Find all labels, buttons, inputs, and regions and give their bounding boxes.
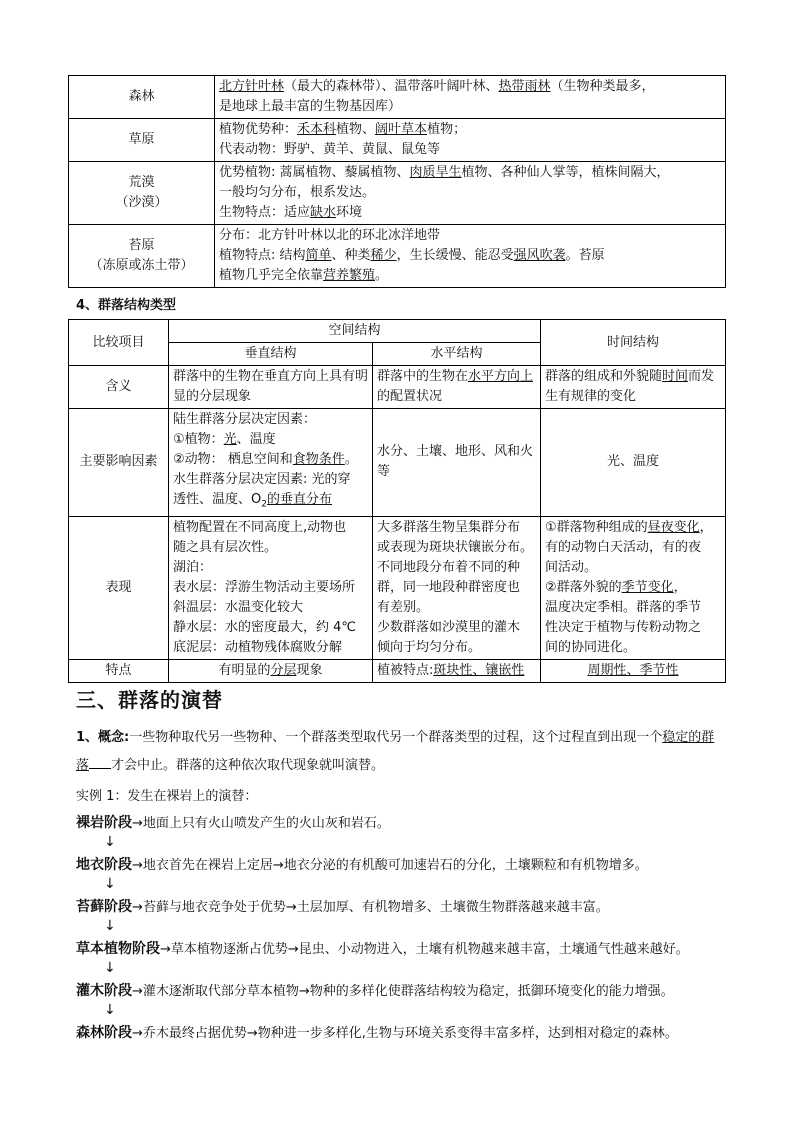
table-row: [69, 516, 726, 659]
table-row: [69, 119, 726, 162]
cell: 陆生群落分层决定因素： ①植物：光、温度 ②动物： 栖息空间和食物条件。 水生群落分层决定因素: 光的穿 透性、温度、$O_2$的垂直分布: [169, 409, 373, 517]
table-row: [69, 409, 726, 517]
down-arrow-icon: ↓: [104, 918, 116, 934]
cell: ①群落物种组成的昼夜变化， 有的动物白天活动，有的夜 间活动。 ②群落外貌的季节变化， 温度决定季相。群落的季节 性决定于植物与传粉动物之 间的协同进化。: [541, 516, 726, 659]
header-spatial: 空间结构: [169, 320, 541, 343]
table-row: [69, 162, 726, 225]
down-arrow-icon: ↓: [104, 834, 116, 850]
header-vertical: 垂直结构: [169, 343, 373, 366]
stage-bare-rock: 裸岩阶段→地面上只有火山喷发产生的火山灰和岩石。: [76, 815, 390, 831]
table-row: [69, 366, 726, 409]
stage-moss: 苔藓阶段→苔藓与地衣竞争处于优势→土层加厚、有机物增多、土壤微生物群落越来越丰富。: [76, 899, 609, 915]
stage-herb: 草本植物阶段→草本植物逐渐占优势→昆虫、小动物进入，土壤有机物越来越丰富，土壤通气性越来越好。: [76, 941, 689, 957]
biome-desc: 分布：北方针叶林以北的环北冰洋地带 植物特点: 结构简单、种类稀少，生长缓慢、能忍受强风吹袭。苔原 植物几乎完全依靠营养繁殖。: [215, 225, 726, 288]
cell: 植物配置在不同高度上,动物也 随之具有层次性。 湖泊： 表水层：浮游生物活动主要场所 斜温层：水温变化较大 静水层：水的密度最大，约 4℃ 底泥层：动植物残体腐败分解: [169, 516, 373, 659]
example-1-title: 实例 1：发生在裸岩上的演替：: [76, 789, 258, 804]
stage-lichen: 地衣阶段→地衣首先在裸岩上定居→地衣分泌的有机酸可加速岩石的分化，土壤颗粒和有机物增多。: [76, 857, 648, 873]
stage-forest: 森林阶段→乔木最终占据优势→物种进一步多样化,生物与环境关系变得丰富多样，达到相对稳定的森林。: [76, 1025, 678, 1041]
biome-desc: 北方针叶林（最大的森林带）、温带落叶阔叶林、热带雨林（生物种类最多， 是地球上最丰富的生物基因库）: [215, 76, 726, 119]
header-compare: 比较项目: [69, 320, 169, 366]
header-horizontal: 水平结构: [373, 343, 541, 366]
row-label: 含义: [69, 366, 169, 409]
stage-shrub: 灌木阶段→灌木逐渐取代部分草本植物→物种的多样化使群落结构较为稳定，抵御环境变化的能力增强。: [76, 983, 674, 999]
down-arrow-icon: ↓: [104, 1002, 116, 1018]
cell: 植被特点:斑块性、镶嵌性: [373, 659, 541, 682]
cell: 水分、土壤、地形、风和火等: [373, 409, 541, 517]
biome-name: 森林: [69, 76, 215, 119]
biome-desc: 优势植物: 蒿属植物、藜属植物、肉质旱生植物、各种仙人掌等，植株间隔大， 一般均匀分布，根系发达。 生物特点：适应缺水环境: [215, 162, 726, 225]
biome-name: 荒漠 （沙漠）: [69, 162, 215, 225]
table-row: [69, 225, 726, 288]
down-arrow-icon: ↓: [104, 960, 116, 976]
structure-table: [68, 319, 726, 683]
row-label: 表现: [69, 516, 169, 659]
cell: 群落中的生物在垂直方向上具有明显的分层现象: [169, 366, 373, 409]
cell: 有明显的分层现象: [169, 659, 373, 682]
cell: 群落的组成和外貌随时间而发生有规律的变化: [541, 366, 726, 409]
down-arrow-icon: ↓: [104, 876, 116, 892]
row-label: 特点: [69, 659, 169, 682]
cell: 大多群落生物呈集群分布 或表现为斑块状镶嵌分布。 不同地段分布着不同的种 群，同一地段种群密度也 有差别。 少数群落如沙漠里的灌木 倾向于均匀分布。: [373, 516, 541, 659]
cell: 光、温度: [541, 409, 726, 517]
header-time: 时间结构: [541, 320, 726, 366]
table-row: [69, 76, 726, 119]
biome-table: [68, 75, 726, 288]
table-row: [69, 659, 726, 682]
concept-paragraph: 1、概念:一些物种取代另一些物种、一个群落类型取代另一个群落类型的过程，这个过程直到出现一个稳定的群落 才会中止。群落的这种依次取代现象就叫演替。: [76, 730, 715, 773]
cell: 群落中的生物在水平方向上的配置状况: [373, 366, 541, 409]
biome-name: 草原: [69, 119, 215, 162]
table-row: [69, 320, 726, 343]
biome-name: 苔原 （冻原或冻土带）: [69, 225, 215, 288]
biome-desc: 植物优势种：禾本科植物、阔叶草本植物； 代表动物：野驴、黄羊、黄鼠、鼠兔等: [215, 119, 726, 162]
row-label: 主要影响因素: [69, 409, 169, 517]
section-4-title: 4、群落结构类型: [76, 298, 177, 313]
cell: 周期性、季节性: [541, 659, 726, 682]
section-3-title: 三、群落的演替: [76, 688, 223, 712]
